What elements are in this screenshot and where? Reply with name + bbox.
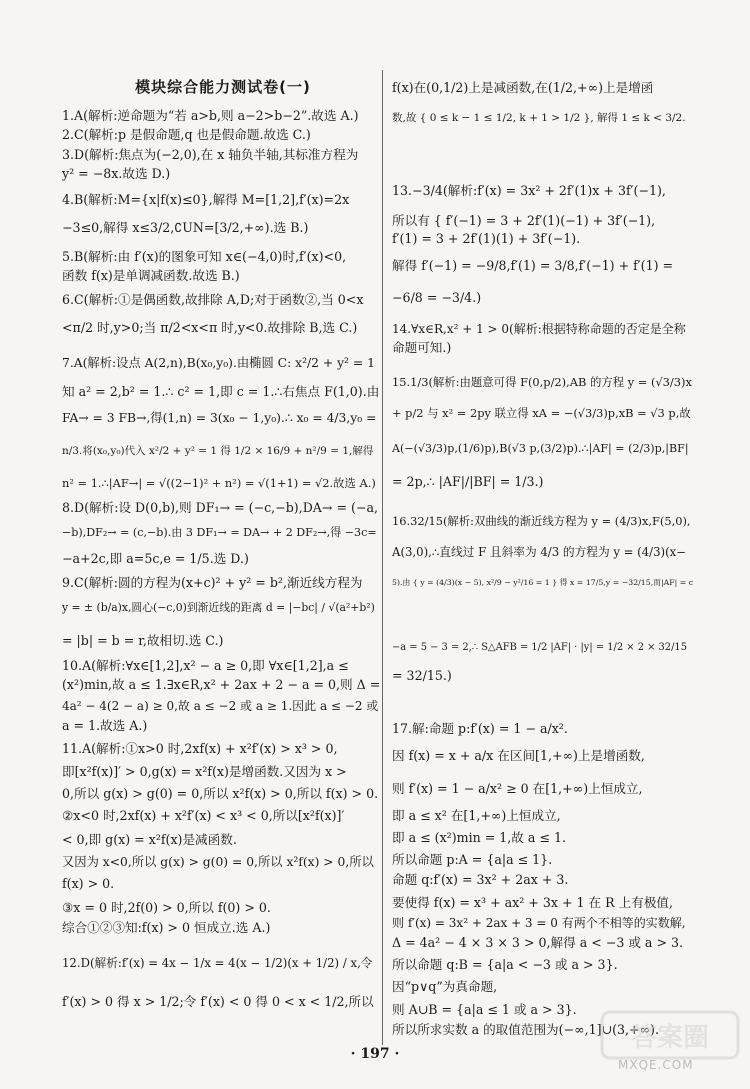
right-column-line: Δ = 4a² − 4 × 3 × 3 > 0,解得 a < −3 或 a > 3. — [392, 935, 684, 950]
right-column-line: 因“p∨q”为真命题, — [392, 979, 498, 994]
left-column-line: 即[x²f(x)]′ > 0,g(x) = x²f(x)是增函数.又因为 x > — [62, 764, 347, 779]
left-column-line: −3≤0,解得 x≤3/2,∁UN=[3/2,+∞).选 B.) — [62, 220, 309, 235]
right-column-line: A(3,0),∴直线过 F 且斜率为 4/3 的方程为 y = (4/3)(x− — [392, 545, 687, 559]
right-column-line: 所以所求实数 a 的取值范围为(−∞,1]∪(3,+∞). — [392, 1022, 659, 1037]
right-column-line: −6/8 = −3/4.) — [392, 290, 482, 305]
right-column-line: 要使得 f(x) = x³ + ax² + 3x + 1 在 R 上有极值, — [392, 895, 674, 910]
left-column-line: 9.C(解析:圆的方程为(x+c)² + y² = b²,渐近线方程为 — [62, 575, 363, 590]
right-column-line: + p/2 与 x² = 2py 联立得 xA = −(√3/3)p,xB = √3 p,故 — [392, 406, 691, 420]
left-column-line: 12.D(解析:f′(x) = 4x − 1/x = 4(x − 1/2)(x + 1/2) / x,令 — [62, 956, 373, 970]
right-column-line: = 2p,∴ |AF|/|BF| = 1/3.) — [392, 474, 544, 489]
left-column-line: y = ± (b/a)x,圆心(−c,0)到渐近线的距离 d = |−bc| / √(a²+b²) — [62, 601, 375, 614]
watermark-url: MXQE.COM — [618, 1058, 694, 1072]
left-column-line: −a+2c,即 a=5c,e = 1/5.选 D.) — [62, 551, 249, 566]
left-column-line: (x²)min,故 a ≤ 1.∃x∈R,x² + 2ax + 2 − a = 0,则 Δ = — [62, 677, 381, 692]
right-column-line: 即 a ≤ x² 在[1,+∞)上恒成立, — [392, 808, 561, 823]
right-column-line: 则 f′(x) = 1 − a/x² ≥ 0 在[1,+∞)上恒成立, — [392, 781, 643, 796]
left-column-line: 8.D(解析:设 D(0,b),则 DF₁→ = (−c,−b),DA→ = (−a, — [62, 500, 378, 515]
page-title: 模块综合能力测试卷(一) — [135, 78, 311, 96]
right-column-line: 所以命题 q:B = {a|a < −3 或 a > 3}. — [392, 957, 618, 972]
left-column-line: n² = 1.∴|AF→| = √((2−1)² + n²) = √(1+1) = √2.故选 A.) — [62, 476, 376, 490]
left-column-line: 6.C(解析:①是偶函数,故排除 A,D;对于函数②,当 0<x — [62, 292, 364, 307]
right-column-line: f(x)在(0,1/2)上是减函数,在(1/2,+∞)上是增函 — [392, 80, 654, 95]
left-column-line: ③x = 0 时,2f(0) > 0,所以 f(0) > 0. — [62, 900, 271, 915]
right-column-line: f′(1) = 3 + 2f′(1)(1) + 3f′(−1). — [392, 231, 581, 246]
right-column-line: 解得 f′(−1) = −9/8,f′(1) = 3/8,f′(−1) + f′(1) = — [392, 258, 674, 273]
watermark-logo-text: 答案圈 — [630, 1023, 710, 1053]
left-column-line: n/3.将(x₀,y₀)代入 x²/2 + y² = 1 得 1/2 × 16/9 + n²/9 = 1,解得 — [62, 445, 374, 457]
page-number: · 197 · — [350, 1046, 400, 1062]
right-column-line: 所以命题 p:A = {a|a ≤ 1}. — [392, 852, 553, 867]
left-column-line: ②x<0 时,2xf(x) + x²f′(x) < x³ < 0,所以[x²f(x)]′ — [62, 808, 345, 823]
right-column-line: 14.∀x∈R,x² + 1 > 0(解析:根据特称命题的否定是全称 — [392, 322, 686, 336]
left-column-line: 10.A(解析:∀x∈[1,2],x² − a ≥ 0,即 ∀x∈[1,2],a ≤ — [62, 658, 349, 673]
right-column-line: −a = 5 − 3 = 2,∴ S△AFB = 1/2 |AF| · |y| = 1/2 × 2 × 32/15 — [392, 642, 687, 653]
left-column-line: 0,所以 g(x) > g(0) = 0,所以 x²f(x) > 0,所以 f(x) > 0. — [62, 786, 379, 801]
right-column-line: 所以有 { f′(−1) = 3 + 2f′(1)(−1) + 3f′(−1), — [392, 213, 656, 228]
left-column-line: 知 a² = 2,b² = 1.∴ c² = 1,即 c = 1.∴右焦点 F(1,0).由 — [62, 384, 380, 399]
right-column-line: 数,故 { 0 ≤ k − 1 ≤ 1/2, k + 1 > 1/2 }, 解得 1 ≤ k < 3/2. — [392, 112, 686, 124]
right-column-line: 17.解:命题 p:f′(x) = 1 − a/x². — [392, 721, 568, 736]
right-column-line: 因 f(x) = x + a/x 在区间[1,+∞)上是增函数, — [392, 748, 645, 763]
right-column-line: = 32/15.) — [392, 668, 452, 683]
left-column-line: FA→ = 3 FB→,得(1,n) = 3(x₀ − 1,y₀).∴ x₀ = 4/3,y₀ = — [62, 411, 377, 425]
left-column-line: −b),DF₂→ = (c,−b).由 3 DF₁→ = DA→ + 2 DF₂→,得 −3c= — [62, 526, 377, 539]
left-column-line: 2.C(解析:p 是假命题,q 也是假命题.故选 C.) — [62, 127, 311, 142]
left-column-line: 3.D(解析:焦点为(−2,0),在 x 轴负半轴,其标准方程为 — [62, 147, 359, 162]
right-column-line: 13.−3/4(解析:f′(x) = 3x² + 2f′(1)x + 3f′(−1), — [392, 183, 666, 198]
left-column-line: 7.A(解析:设点 A(2,n),B(x₀,y₀).由椭圆 C: x²/2 + y² = 1 — [62, 356, 375, 370]
right-column-line: A(−(√3/3)p,(1/6)p),B(√3 p,(3/2)p).∴|AF| = (2/3)p,|BF| — [392, 442, 689, 455]
right-column-line: 5).由 { y = (4/3)(x − 5), x²/9 − y²/16 = 1 } 得 x = 17/5,y = −32/15,而|AF| = c — [392, 578, 694, 587]
left-column-line: 4.B(解析:M={x|f(x)≤0},解得 M=[1,2],f′(x)=2x — [62, 192, 350, 207]
right-column-line: 16.32/15(解析:双曲线的渐近线方程为 y = (4/3)x,F(5,0), — [392, 514, 691, 528]
right-column-line: 则 A∪B = {a|a ≤ 1 或 a > 3}. — [392, 1002, 577, 1017]
left-column-line: 4a² − 4(2 − a) ≥ 0,故 a ≤ −2 或 a ≥ 1.因此 a ≤ −2 或 — [62, 699, 379, 713]
left-column-line: < 0,即 g(x) = x²f(x)是减函数. — [62, 832, 237, 847]
right-column-line: 命题可知.) — [392, 340, 452, 355]
right-column-line: 15.1/3(解析:由题意可得 F(0,p/2),AB 的方程 y = (√3/3)x — [392, 375, 692, 389]
left-column-line: <π/2 时,y>0;当 π/2<x<π 时,y<0.故排除 B,选 C.) — [62, 320, 358, 335]
left-column-line: 综合①②③知:f(x) > 0 恒成立.选 A.) — [62, 920, 271, 935]
left-column-line: 函数 f(x)是单调减函数.故选 B.) — [62, 268, 240, 283]
left-column-line: = |b| = b = r,故相切.选 C.) — [62, 633, 224, 648]
left-column-line: 又因为 x<0,所以 g(x) > g(0) = 0,所以 x²f(x) > 0,所以 — [62, 855, 374, 869]
column-divider — [382, 70, 383, 1045]
right-column-line: 即 a ≤ (x²)min = 1,故 a ≤ 1. — [392, 830, 566, 845]
left-column-line: a = 1.故选 A.) — [62, 718, 148, 733]
left-column-line: y² = −8x.故选 D.) — [62, 166, 171, 181]
right-column-line: 命题 q:f′(x) = 3x² + 2ax + 3. — [392, 872, 569, 887]
left-column-line: 11.A(解析:①x>0 时,2xf(x) + x²f′(x) > x³ > 0, — [62, 741, 338, 756]
left-column-line: f(x) > 0. — [62, 876, 115, 891]
left-column-line: f′(x) > 0 得 x > 1/2;令 f′(x) < 0 得 0 < x < 1/2,所以 — [62, 994, 374, 1009]
left-column-line: 1.A(解析:逆命题为“若 a>b,则 a−2>b−2”.故选 A.) — [62, 108, 359, 123]
right-column-line: 则 f′(x) = 3x² + 2ax + 3 = 0 有两个不相等的实数解, — [392, 916, 686, 930]
left-column-line: 5.B(解析:由 f′(x)的图象可知 x∈(−4,0)时,f′(x)<0, — [62, 249, 347, 264]
